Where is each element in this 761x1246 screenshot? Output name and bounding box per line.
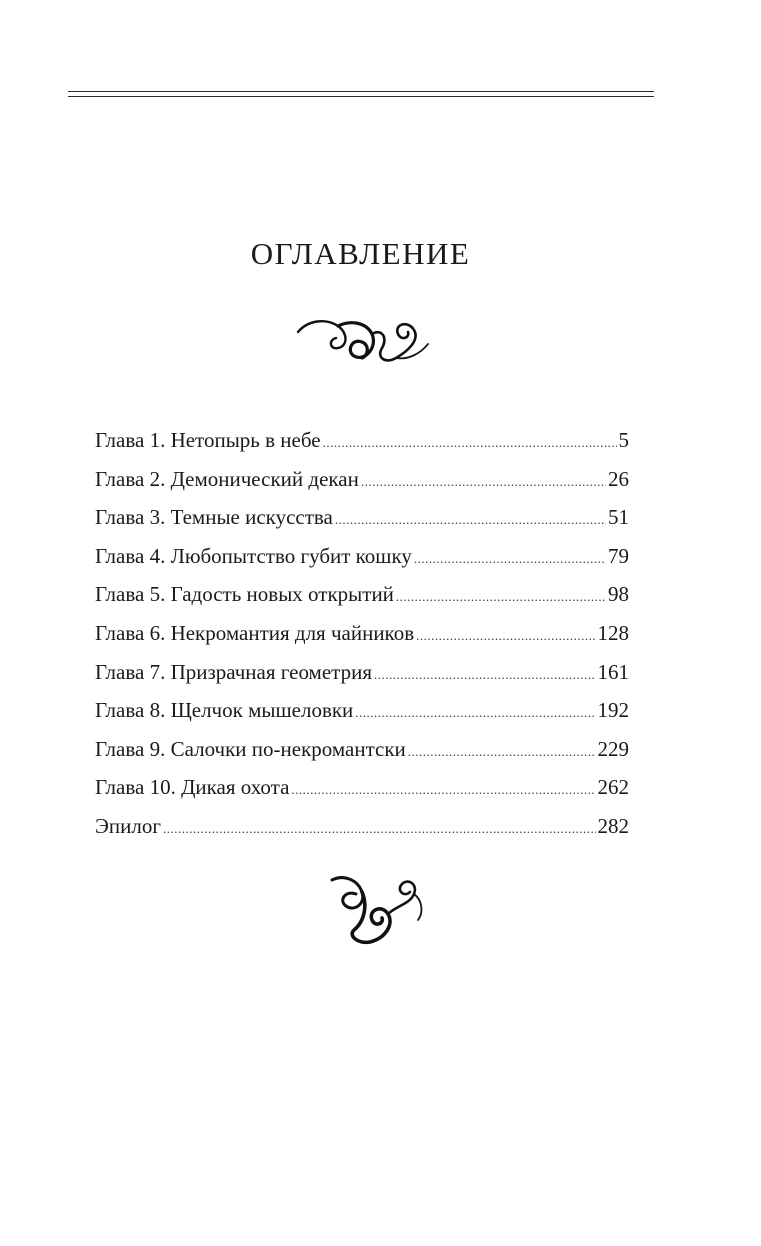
toc-leader-dots bbox=[355, 705, 595, 721]
toc-entry-title: Глава 8. Щелчок мышеловки bbox=[95, 698, 354, 723]
toc-entry-page: 161 bbox=[597, 659, 629, 684]
toc-entry-page: 128 bbox=[597, 620, 629, 645]
toc-entry-page: 98 bbox=[608, 582, 629, 607]
toc-entry-title: Глава 5. Гадость новых открытий bbox=[95, 582, 394, 607]
toc-entry[interactable] bbox=[95, 582, 629, 621]
toc-entry-title: Глава 7. Призрачная геометрия bbox=[95, 659, 372, 684]
flourish-ornament-top bbox=[292, 308, 434, 370]
toc-entry[interactable] bbox=[95, 660, 629, 699]
toc-leader-dots bbox=[416, 628, 595, 644]
toc-entry-title: Глава 2. Демонический декан bbox=[95, 466, 359, 491]
page-title: ОГЛАВЛЕНИЕ bbox=[250, 236, 471, 271]
toc-entry[interactable] bbox=[95, 814, 629, 853]
toc-entry-title: Глава 10. Дикая охота bbox=[95, 775, 290, 800]
toc-entry-page: 51 bbox=[608, 505, 629, 530]
header-rule-top bbox=[68, 91, 654, 92]
toc-entry[interactable] bbox=[95, 698, 629, 737]
toc-entry[interactable] bbox=[95, 505, 629, 544]
toc-entry-page: 79 bbox=[608, 543, 629, 568]
toc-leader-dots bbox=[335, 512, 606, 528]
toc-entry-page: 229 bbox=[597, 736, 629, 761]
toc-entry-page: 192 bbox=[597, 698, 629, 723]
toc-entry-title: Глава 9. Салочки по-некромантски bbox=[95, 736, 406, 761]
toc-leader-dots bbox=[408, 744, 596, 760]
toc-entry-title: Эпилог bbox=[95, 813, 161, 838]
flourish-ornament-bottom bbox=[328, 872, 428, 948]
toc-entry-title: Глава 1. Нетопырь в небе bbox=[95, 428, 321, 452]
toc-entry[interactable] bbox=[95, 775, 629, 814]
toc-leader-dots bbox=[163, 821, 596, 837]
toc-entry-title: Глава 4. Любопытство губит кошку bbox=[95, 543, 412, 568]
toc-leader-dots bbox=[323, 435, 617, 451]
toc-entry[interactable] bbox=[95, 544, 629, 583]
toc-leader-dots bbox=[374, 667, 596, 683]
toc-leader-dots bbox=[291, 782, 595, 798]
toc-leader-dots bbox=[361, 474, 606, 490]
toc-entry-page: 5 bbox=[618, 428, 629, 452]
toc-entry-title: Глава 3. Темные искусства bbox=[95, 505, 333, 530]
toc-leader-dots bbox=[396, 589, 606, 605]
table-of-contents bbox=[95, 428, 629, 853]
toc-entry-title: Глава 6. Некромантия для чайников bbox=[95, 620, 415, 645]
toc-entry[interactable] bbox=[95, 467, 629, 506]
toc-entry[interactable] bbox=[95, 621, 629, 660]
toc-leader-dots bbox=[414, 551, 606, 567]
toc-entry[interactable] bbox=[95, 428, 629, 467]
toc-entry-page: 26 bbox=[608, 466, 629, 491]
toc-entry-page: 262 bbox=[597, 775, 629, 800]
toc-entry[interactable] bbox=[95, 737, 629, 776]
toc-entry-page: 282 bbox=[597, 813, 629, 838]
header-rule-bottom bbox=[68, 96, 654, 97]
